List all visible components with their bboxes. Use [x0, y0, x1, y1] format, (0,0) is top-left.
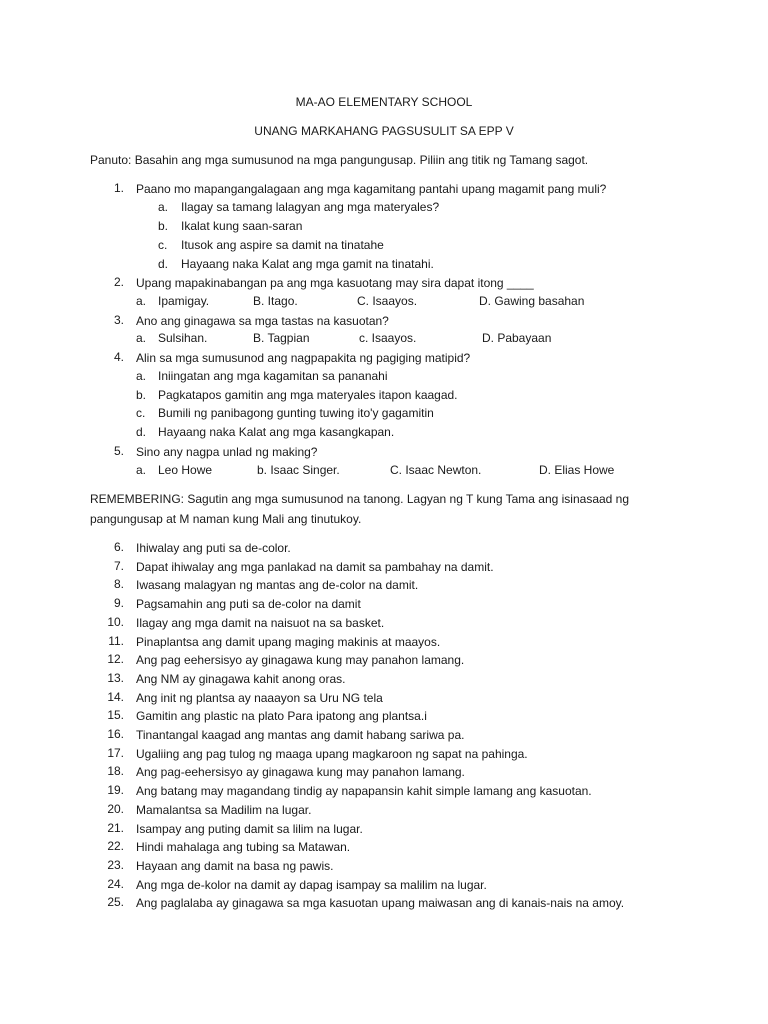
question-number: 4.: [113, 350, 124, 364]
statement-text: Hayaan ang damit na basa ng pawis.: [136, 859, 334, 873]
choice-text: D. Pabayaan: [482, 331, 552, 345]
statement-text: Ihiwalay ang puti sa de-color.: [136, 541, 291, 555]
statement-text: Ilagay ang mga damit na naisuot na sa basket.: [136, 616, 385, 630]
choice-text: Hayaang naka Kalat ang mga gamit na tinatahi.: [181, 257, 434, 271]
school-name: MA-AO ELEMENTARY SCHOOL: [295, 95, 473, 109]
instructions: [90, 152, 588, 168]
choice-letter: a.: [136, 463, 147, 477]
choice-text: Pagkatapos gamitin ang mga materyales itapon kaagad.: [158, 388, 458, 402]
choice-text: C. Isaac Newton.: [390, 463, 482, 477]
choice-text: Bumili ng panibagong gunting tuwing ito'y gagamitin: [158, 406, 434, 420]
remembering-text-line1: Sagutin ang mga sumusunod na tanong. Lagyan ng T kung Tama ang isinasaad ng: [187, 492, 630, 506]
statement-number: 16.: [107, 727, 124, 741]
choice-text: Hayaang naka Kalat ang mga kasangkapan.: [158, 425, 395, 439]
question-text: Ano ang ginagawa sa mga tastas na kasuotan?: [136, 314, 389, 328]
question-text: Upang mapakinabangan pa ang mga kasuotang may sira dapat itong ____: [136, 276, 534, 290]
choice-text: Itusok ang aspire sa damit na tinatahe: [181, 238, 384, 252]
statement-number: 15.: [107, 708, 124, 722]
choice-letter: c.: [136, 406, 146, 420]
statement-text: Ugaliing ang pag tulog ng maaga upang magkaroon ng sapat na pahinga.: [136, 747, 528, 761]
choice-letter: a.: [136, 294, 147, 308]
question-text: Sino any nagpa unlad ng making?: [136, 445, 318, 459]
choice-letter: a.: [158, 200, 169, 214]
question-number: 3.: [113, 313, 124, 327]
statement-number: 21.: [107, 821, 124, 835]
question-text: Paano mo mapangangalagaan ang mga kagamitang pantahi upang magamit pang muli?: [136, 182, 607, 196]
statement-number: 12.: [107, 652, 124, 666]
statement-text: Ang mga de-kolor na damit ay dapag isampay sa malilim na lugar.: [136, 878, 487, 892]
statement-number: 24.: [107, 877, 124, 891]
choice-text: c. Isaayos.: [359, 331, 417, 345]
exam-title: UNANG MARKAHANG PAGSUSULIT SA EPP V: [254, 124, 514, 138]
choice-text: Leo Howe: [158, 463, 213, 477]
choice-letter: a.: [136, 331, 147, 345]
question-number: 2.: [113, 275, 124, 289]
choice-text: Ikalat kung saan-saran: [181, 219, 303, 233]
statement-number: 10.: [107, 615, 124, 629]
statement-text: Ang init ng plantsa ay naaayon sa Uru NG tela: [136, 691, 383, 705]
choice-letter: b.: [136, 388, 147, 402]
statement-number: 18.: [107, 764, 124, 778]
statement-text: Pinaplantsa ang damit upang maging makinis at maayos.: [136, 635, 441, 649]
statement-text: Iwasang malagyan ng mantas ang de-color na damit.: [136, 578, 419, 592]
statement-number: 25.: [107, 895, 124, 909]
choice-text: B. Tagpian: [253, 331, 310, 345]
choice-letter: d.: [158, 257, 169, 271]
statement-text: Ang batang may magandang tindig ay napapansin kahit simple lamang ang kasuotan.: [136, 784, 592, 798]
statement-number: 23.: [107, 858, 124, 872]
instructions-label: Panuto:: [90, 153, 132, 167]
statement-text: Ang NM ay ginagawa kahit anong oras.: [136, 672, 346, 686]
statement-number: 20.: [107, 802, 124, 816]
statement-text: Pagsamahin ang puti sa de-color na damit: [136, 597, 361, 611]
choice-text: Ipamigay.: [158, 294, 210, 308]
remembering-text-line2: pangungusap at M naman kung Mali ang tinutukoy.: [90, 512, 362, 526]
statement-number: 19.: [107, 783, 124, 797]
choice-letter: d.: [136, 425, 147, 439]
statement-text: Tinantangal kaagad ang mantas ang damit habang sariwa pa.: [136, 728, 465, 742]
choice-text: Ilagay sa tamang lalagyan ang mga materyales?: [181, 200, 440, 214]
statement-text: Ang pag eehersisyo ay ginagawa kung may panahon lamang.: [136, 653, 465, 667]
question-text: Alin sa mga sumusunod ang nagpapakita ng pagiging matipid?: [136, 351, 471, 365]
statement-number: 7.: [113, 559, 124, 573]
statement-text: Isampay ang puting damit sa lilim na lugar.: [136, 822, 363, 836]
choice-text: C. Isaayos.: [357, 294, 418, 308]
choice-text: D. Elias Howe: [539, 463, 615, 477]
statement-number: 11.: [108, 634, 124, 648]
choice-letter: a.: [136, 369, 147, 383]
choice-text: B. Itago.: [253, 294, 298, 308]
statement-text: Dapat ihiwalay ang mga panlakad na damit sa pambahay na damit.: [136, 560, 494, 574]
statement-text: Gamitin ang plastic na plato Para ipatong ang plantsa.i: [136, 709, 427, 723]
choice-letter: b.: [158, 219, 169, 233]
remembering-label: REMEMBERING:: [90, 492, 185, 506]
statement-number: 8.: [113, 577, 124, 591]
statement-number: 9.: [113, 596, 124, 610]
question-number: 1.: [113, 181, 124, 195]
statement-text: Hindi mahalaga ang tubing sa Matawan.: [136, 840, 351, 854]
question-number: 5.: [113, 444, 124, 458]
statement-text: Ang paglalaba ay ginagawa sa mga kasuotan upang maiwasan ang di kanais-nais na amoy.: [136, 896, 625, 910]
choice-text: D. Gawing basahan: [479, 294, 585, 308]
statement-text: Ang pag-eehersisyo ay ginagawa kung may panahon lamang.: [136, 765, 465, 779]
instructions-text: Basahin ang mga sumusunod na mga pangungusap. Piliin ang titik ng Tamang sagot.: [134, 153, 589, 167]
statement-number: 6.: [113, 540, 124, 554]
remembering-instructions: [90, 491, 629, 507]
choice-text: b. Isaac Singer.: [257, 463, 340, 477]
statement-number: 17.: [107, 746, 124, 760]
choice-text: Iniingatan ang mga kagamitan sa pananahi: [158, 369, 388, 383]
statement-text: Mamalantsa sa Madilim na lugar.: [136, 803, 312, 817]
choice-letter: c.: [158, 238, 168, 252]
statement-number: 22.: [107, 839, 124, 853]
statement-number: 14.: [107, 690, 124, 704]
statement-number: 13.: [107, 671, 124, 685]
choice-text: Sulsihan.: [158, 331, 208, 345]
